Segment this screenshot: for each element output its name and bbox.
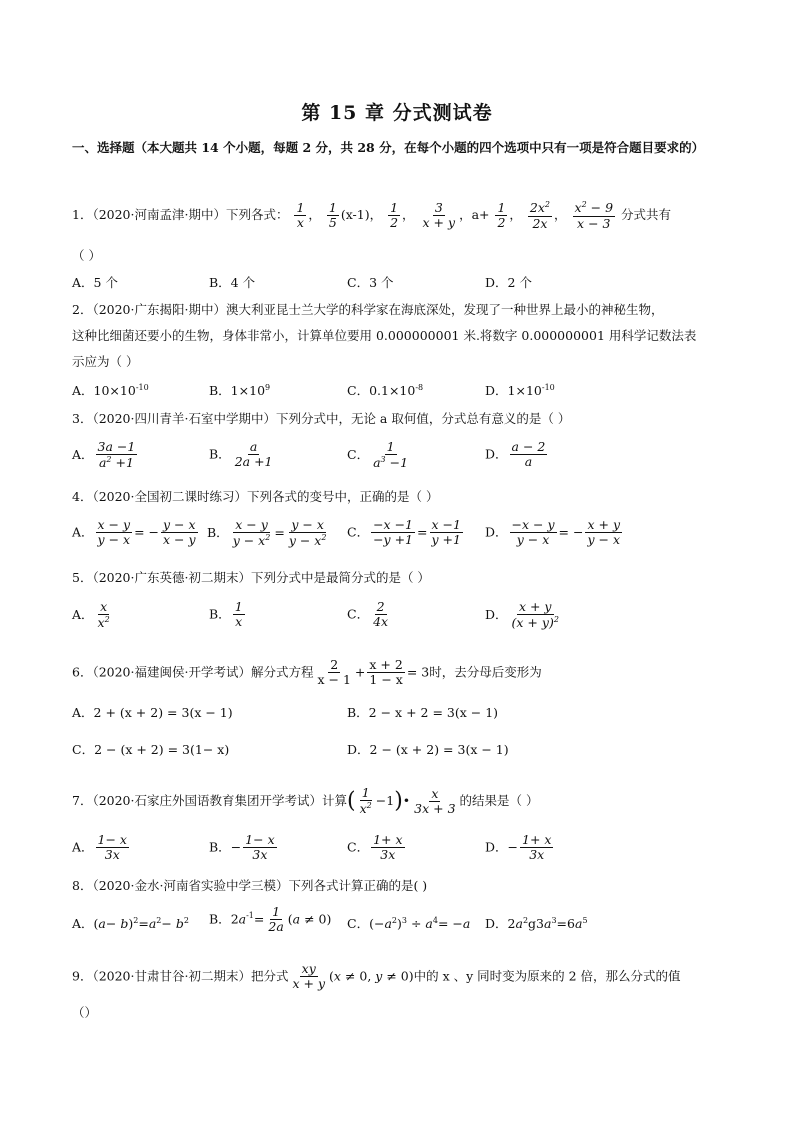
q7-option-b: B．− $\frac{1- x}{3x}$ xyxy=(209,832,275,863)
q6-option-c: C．2 − (x + 2) = 3(1− x) xyxy=(72,742,230,757)
q2-option-a: A．$10\times 10^{-10}$ xyxy=(72,382,149,398)
q7-option-d: D．− $\frac{1+ x}{3x}$ xyxy=(485,832,552,863)
q4-option-c: C． $\frac{-x -1}{-y +1}$ = $\frac{x -1}{y +1}$ xyxy=(347,517,461,548)
q2-line-3: 示应为（ ） xyxy=(72,354,139,369)
q9-paren: （） xyxy=(72,1005,98,1020)
q4-option-a: A． $\frac{x - y}{y - x}$ = − $\frac{y - x}{x - y}$ xyxy=(72,517,196,548)
q1-stem: 1．（2020·河南孟津·期中）下列各式： xyxy=(72,206,289,222)
section-heading: 一、选择题（本大题共 14 个小题，每题 2 分，共 28 分，在每个小题的四个选项中只有一项是符合题目要求的） xyxy=(72,140,705,155)
q1-option-b: B．4 个 xyxy=(209,275,256,290)
q5-option-d: D． $\frac{x + y}{(x + y)^2}$ xyxy=(485,599,559,631)
q1-option-c: C．3 个 xyxy=(347,275,394,290)
q2-option-d: D．$1\times 10^{-10}$ xyxy=(485,382,555,398)
q3-option-a: A． $\frac{3a -1}{a^2 +1}$ xyxy=(72,439,136,471)
q1-paren: （ ） xyxy=(72,248,101,263)
q1-tail: 分式共有 xyxy=(621,206,672,222)
q5-option-a: A． $\frac{x}{x^2}$ xyxy=(72,599,110,631)
q4-option-d: D． $\frac{-x - y}{y - x}$ = − $\frac{x + y}{y - x}$ xyxy=(485,517,621,548)
q3-stem: 3．（2020·四川青羊·石室中学期中）下列分式中，无论 a 取何值，分式总有意义的是（ ） xyxy=(72,411,571,426)
q8-stem: 8．（2020·金水·河南省实验中学三模）下列各式计算正确的是( ) xyxy=(72,878,428,893)
q8-option-a: A．$(a- b)^2=a^2- b^2$ xyxy=(72,915,189,931)
q2-line-2: 这种比细菌还要小的生物，身体非常小，计算单位要用 0.000000001 米.将数字 0.000000001 用科学记数法表 xyxy=(72,328,697,343)
q6-option-b: B．2 − x + 2 = 3(x − 1) xyxy=(347,705,499,720)
q3-option-d: D． $\frac{a - 2}{a}$ xyxy=(485,439,546,470)
q1-option-d: D．2 个 xyxy=(485,275,532,290)
q4-stem: 4．（2020·全国初二课时练习）下列各式的变号中，正确的是（ ） xyxy=(72,489,439,504)
q2-option-c: C．$0.1\times 10^{-8}$ xyxy=(347,382,424,398)
q2-option-b: B．$1\times 10^9$ xyxy=(209,382,271,398)
q2-line-1: 2．（2020·广东揭阳·期中）澳大利亚昆士兰大学的科学家在海底深处，发现了一种世界上最小的神秘生物， xyxy=(72,302,664,317)
q8-option-c: C．$(-a^2)^3 \div a^4= -a$ xyxy=(347,915,471,931)
q4-option-b: B． $\frac{x - y}{y - x^2}$ = $\frac{y - x}{y - x^2}$ xyxy=(207,517,327,549)
q6-option-a: A．2 + (x + 2) = 3(x − 1) xyxy=(72,705,233,720)
q7-option-a: A． $\frac{1- x}{3x}$ xyxy=(72,832,127,863)
q3-option-b: B． $\frac{a}{2a +1}$ xyxy=(209,439,273,470)
q8-option-b: B．$2a^{-1}=$ $\frac{1}{2a}$ (a ≠ 0) xyxy=(209,904,332,935)
q5-option-b: B． $\frac{1}{x}$ xyxy=(209,599,243,630)
q3-option-c: C． $\frac{1}{a^3 -1}$ xyxy=(347,439,409,471)
q5-option-c: C． $\frac{2}{4x}$ xyxy=(347,599,389,630)
question-9: 9．（2020·甘肃甘谷·初二期末）把分式 $\frac{xy}{x + y}$ (x ≠ 0, y ≠ 0)中的 x 、y 同时变为原来的 2 倍，那么分式的值 xyxy=(72,961,681,992)
q5-stem: 5．（2020·广东英德·初二期末）下列分式中是最简分式的是（ ） xyxy=(72,570,430,585)
question-1: 1．（2020·河南孟津·期中）下列各式： $\frac{1}{x}$ ， $\frac{1}{5}$ (x-1)， $\frac{1}{2}$ ， $\frac{3}{x + y}$ ，a+ $\frac{1}{2}$ ， $\frac{2x^2}{2x}$ ， $\frac{x^2 - 9}{x - 3}$ 分式共有 xyxy=(72,199,672,231)
q8-option-d: D．$2a^2g3a^3=6a^5$ xyxy=(485,915,588,931)
question-7: 7．（2020·石家庄外国语教育集团开学考试）计算( $\frac{1}{x^2}$ −1)• $\frac{x}{3x + 3}$ 的结果是（ ） xyxy=(72,785,539,817)
question-6: 6．（2020·福建闽侯·开学考试）解分式方程 $\frac{2}{x - 1}$ + $\frac{x + 2}{1 - x}$ = 3时，去分母后变形为 xyxy=(72,657,542,688)
q1-option-a: A．5 个 xyxy=(72,275,118,290)
q6-option-d: D．2 − (x + 2) = 3(x − 1) xyxy=(347,742,509,757)
q7-option-c: C． $\frac{1+ x}{3x}$ xyxy=(347,832,403,863)
page-title: 第 15 章 分式测试卷 xyxy=(301,102,493,124)
